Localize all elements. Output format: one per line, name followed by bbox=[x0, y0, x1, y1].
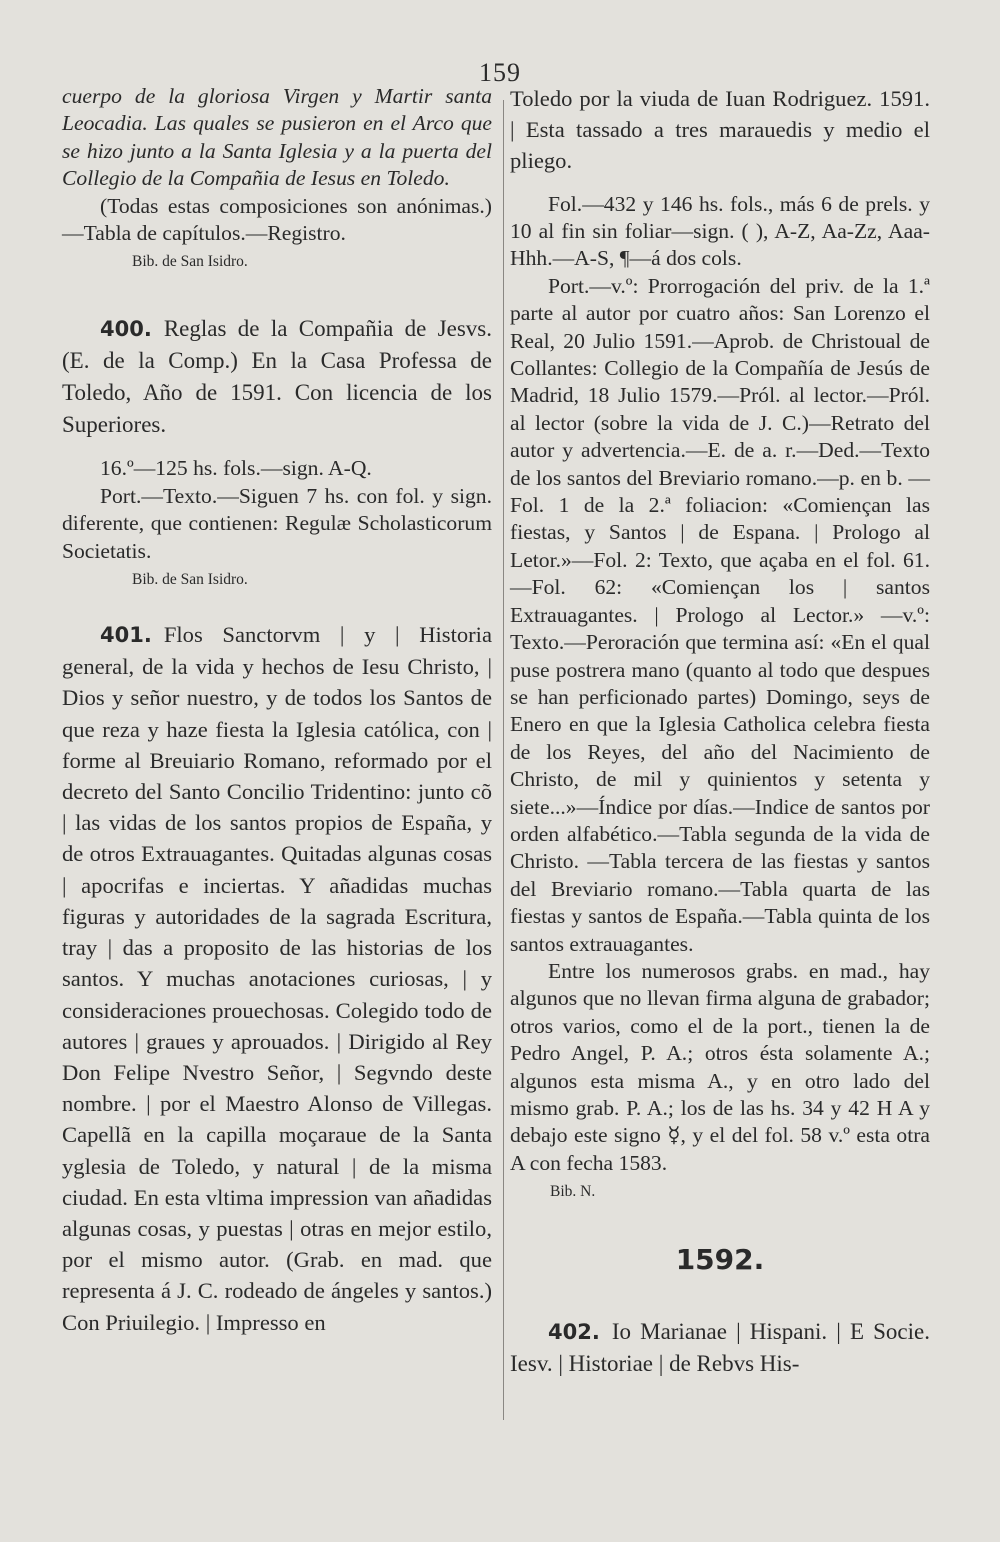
entry-title: Io Marianae | Hispani. | E Socie. Iesv. | Historiae | de Rebvs His- bbox=[510, 1319, 930, 1377]
entry-402 bbox=[510, 1316, 930, 1380]
entry-number: 400. bbox=[100, 317, 152, 342]
intro-text: cuerpo de la gloriosa Virgen y Martir santa Leocadia. Las quales se pusieron en el Arco que se hizo junto a la Santa Iglesia y a la puerta del Collegio de la Compañia de Iesus en Toledo. bbox=[62, 84, 492, 191]
collation-text: 16.º—125 hs. fols.—sign. A-Q. bbox=[100, 456, 372, 481]
year-heading: 1592. bbox=[675, 1243, 765, 1277]
entry-title: Reglas de la Compañia de Jesvs. (E. de la Comp.) En la Casa Professa de Toledo, Año de 1591. Con licencia de los Superiores. bbox=[62, 316, 492, 438]
entry-number: 402. bbox=[548, 1320, 600, 1345]
column-divider bbox=[503, 100, 504, 1420]
engravings-text: Entre los numerosos grabs. en mad., hay algunos que no llevan firma alguna de grabador; otros varios, como el de la port., tienen la de Pedro Angel, P. A.; otros ésta solamente A.; algunos esta misma A., y en otro lado del mismo grab. P. A.; los de las hs. 34 y 42 H A y debajo este signo ☿, y el del fol. 58 v.º esta otra A con fecha 1583. bbox=[510, 958, 930, 1175]
description-text: Port.—v.º: Prorrogación del priv. de la 1.ª parte al autor por cuatro años: San Lorenzo el Real, 20 Julio 1591.—Aprob. de Christoual de Collantes: Collegio de la Compañía de Jesús de Madrid, 18 Julio 1579.—Pról. al lector.—Pról. al lector (sobre la vida de J. C.)—Retrato del autor y advertencia.—E. de a. r.—Ded.—Texto de los santos del Breviario romano.—p. en b. —Fol. 1 de la 2.ª foliacion: «Comiençan las fiestas, y Santos | de Espana. | Prologo al Letor.»—Fol. 2: Texto, que açaba en el fol. 61.—Fol. 62: «Comiençan los | santos Extrauagantes. | Prologo al Lector.» —v.º: Texto.—Peroración que termina así: «En el qual puse postrera mano (quanto al todo que despues se han perficionado partes) Domingo, seys de Enero en que la Iglesia Catholica celebra fiesta de los Reyes, del año del Nacimiento de Christo, de mil y quinientos y setenta y siete...»—Índice por días.—Indice de santos por orden alfabético.—Tabla segunda de la vida de Christo. —Tabla tercera de las fiestas y santos del Breviario romano.—Tabla quarta de las fiestas y santos de España.—Tabla quinta de los santos extrauagantes. bbox=[510, 273, 930, 956]
note-text: (Todas estas composiciones son anónimas.)—Tabla de capítulos.—Registro. bbox=[62, 193, 492, 246]
entry-401 bbox=[62, 619, 492, 1338]
right-column bbox=[510, 83, 930, 1380]
collation-text: Fol.—432 y 146 hs. fols., más 6 de prels. y 10 al fin sin foliar—sign. ( ), A-Z, Aa-Zz, Aaa-Hhh.—A-S, ¶—á dos cols. bbox=[510, 191, 930, 271]
page-number: 159 bbox=[479, 58, 521, 87]
location-note: Bib. de San Isidro. bbox=[132, 253, 248, 271]
entry-number: 401. bbox=[100, 623, 152, 648]
location-note: Bib. N. bbox=[550, 1183, 596, 1201]
continuation-text: Toledo por la viuda de Iuan Rodriguez. 1591. | Esta tassado a tres marauedis y medio el pliego. bbox=[510, 86, 930, 174]
entry-title: Flos Sanctorvm | y | Historia general, de la vida y hechos de Iesu Christo, | Dios y señor nuestro, y de todos los Santos de que reza y haze fiesta la Iglesia católica, con | forme al Breuiario Romano, reformado por el decreto del Santo Concilio Tridentino: junto cõ | las vidas de los santos propios de España, y de otros Extrauagantes. Quitadas algunas cosas | apocrifas e inciertas. Y añadidas muchas figuras y autoridades de la sagrada Escritura, tray | das a proposito de las historias de los santos. Y muchas anotaciones curiosas, | y consideraciones prouechosas. Colegido todo de autores | graues y aprouados. | Dirigido al Rey Don Felipe Nvestro Señor, | Segvndo deste nombre. | por el Maestro Alonso de Villegas. Capellã en la capilla moçaraue de la Santa yglesia de Toledo, y natural | de la misma ciudad. En esta vltima impression van añadidas algunas cosas, y puestas | otras en mejor estilo, por el mismo autor. (Grab. en mad. que representa á J. C. rodeado de ángeles y santos.) Con Priuilegio. | Impresso en bbox=[62, 622, 492, 1335]
description-text: Port.—Texto.—Siguen 7 hs. con fol. y sign. diferente, que contienen: Regulæ Scholasticorum Societatis. bbox=[62, 483, 492, 563]
left-column bbox=[62, 83, 492, 1338]
location-note: Bib. de San Isidro. bbox=[132, 571, 248, 589]
entry-400 bbox=[62, 313, 492, 441]
